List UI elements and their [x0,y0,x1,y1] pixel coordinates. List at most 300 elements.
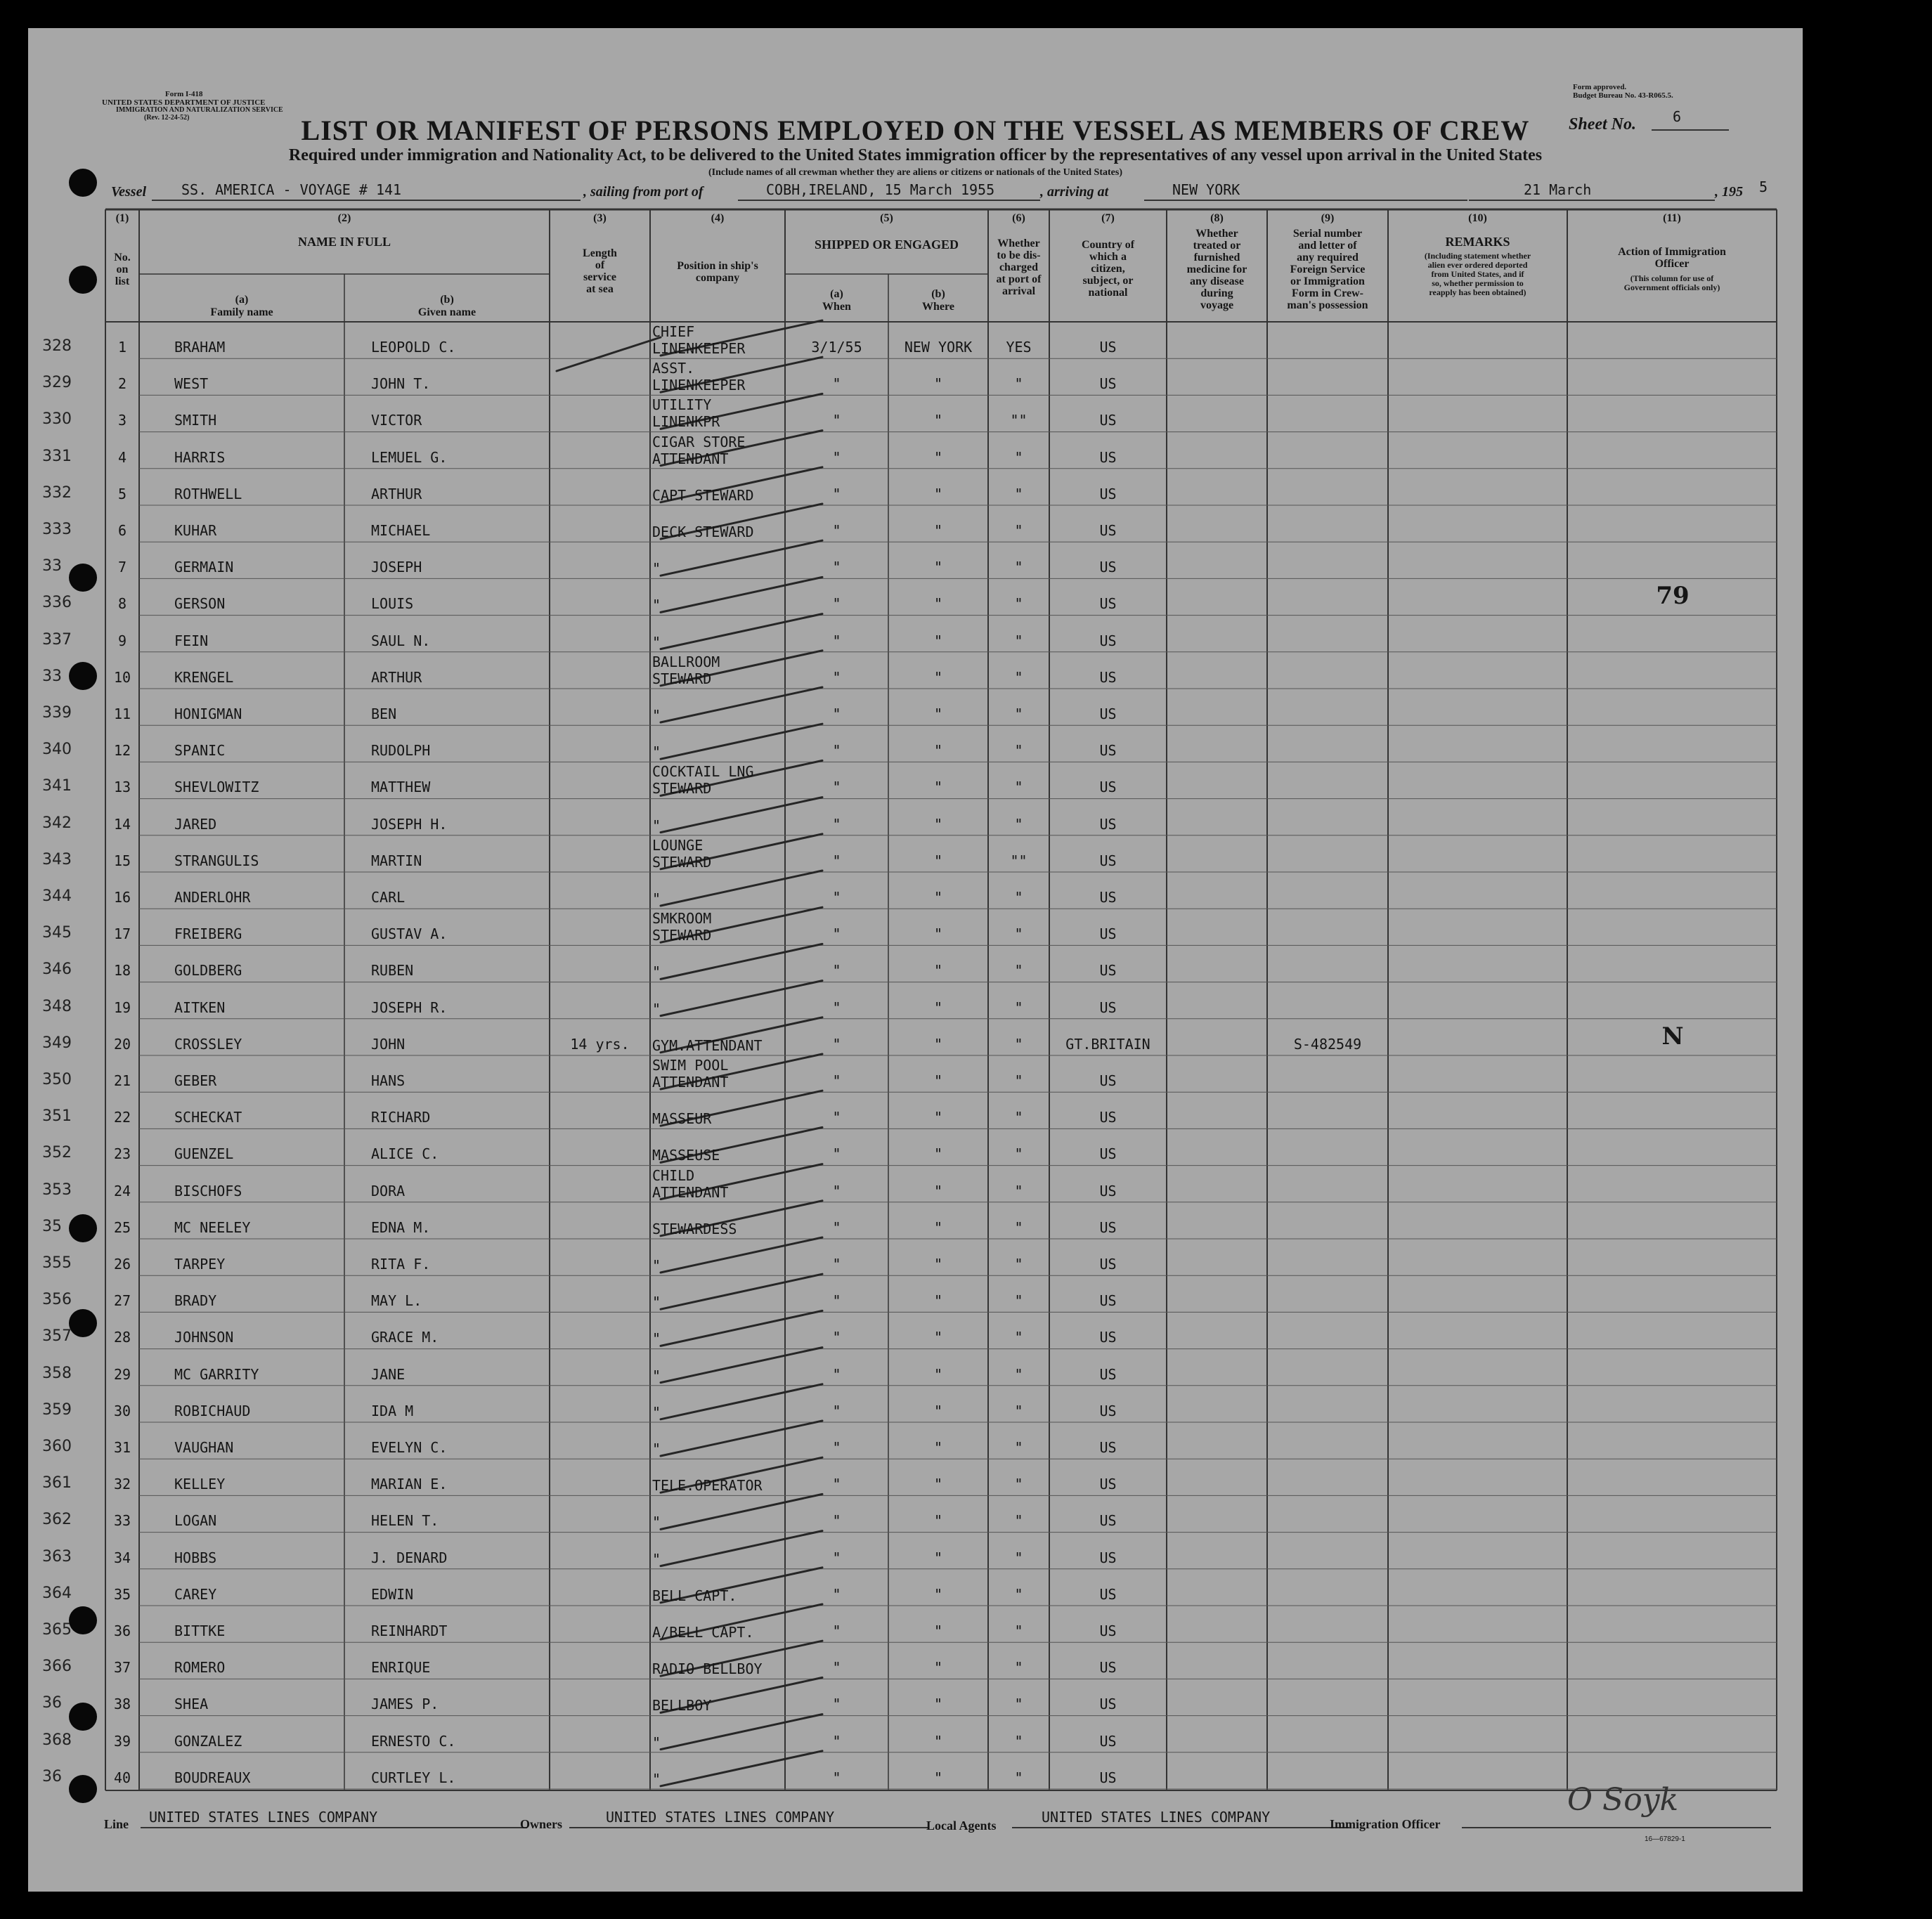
row-number: 27 [113,1292,131,1310]
cell-country: US [1099,852,1117,869]
cell-family: HOBBS [174,1549,217,1566]
cell-family: HARRIS [174,448,226,466]
row-number: 22 [113,1109,131,1126]
col7-header: Country of which a citizen, subject, or national [1081,239,1135,299]
margin-number: 356 [42,1291,72,1309]
col5a-header: When [822,301,851,313]
cell-discharged: " [1014,1769,1023,1786]
cell-country: US [1099,1659,1117,1677]
officer-label: Immigration Officer [1330,1817,1441,1831]
position-line2: " [652,1440,661,1457]
cell-given: EVELYN C. [371,1439,448,1456]
cell-discharged: " [1014,1365,1023,1383]
cell-family: FREIBERG [174,925,242,943]
cell-when: " [832,1218,841,1236]
position-line2: " [652,1294,661,1311]
col11-header: Action of Immigration Officer [1618,246,1726,270]
margin-number: 368 [42,1731,72,1749]
cell-when: " [832,705,841,722]
cell-when: " [832,485,841,502]
cell-when: " [832,815,841,833]
position-line2: STEWARD [652,853,712,871]
cell-given: MARTIN [371,852,422,869]
cell-discharged: " [1014,1145,1023,1163]
col2-header: NAME IN FULL [297,235,391,249]
col5b-letter: (b) [931,288,945,300]
cell-given: MARIAN E. [371,1476,448,1493]
margin-number: 333 [42,521,72,538]
row-number: 34 [113,1549,131,1566]
cell-discharged: " [1014,742,1023,760]
row-number: 4 [117,448,127,466]
sailing-label: , sailing from port of [583,184,704,200]
margin-number: 33 [42,557,62,575]
action-mark: 79 [1656,582,1690,611]
officer-underline [1462,1827,1771,1828]
cell-given: ARTHUR [371,668,422,686]
cell-given: MATTHEW [371,779,431,796]
cell-discharged: "" [1010,412,1027,429]
cell-given: DORA [371,1182,406,1199]
cell-given: LEOPOLD C. [371,339,456,356]
cell-country: US [1099,1292,1117,1310]
cell-where: " [933,1622,943,1639]
row-number: 9 [117,632,127,649]
cell-country: US [1099,522,1117,539]
cell-where: " [933,1769,943,1786]
cell-discharged: " [1014,925,1023,943]
position-line1: LOUNGE [652,836,704,854]
row-number: 25 [113,1218,131,1236]
row-number: 21 [113,1072,131,1089]
cell-where: " [933,1476,943,1493]
position-line2: " [652,963,661,981]
line-underline [141,1827,527,1828]
cell-country: US [1099,1512,1117,1530]
position-line2: STEWARDESS [652,1220,737,1237]
cell-where: " [933,815,943,833]
cell-family: BRADY [174,1292,217,1310]
row-number: 26 [113,1256,131,1273]
cell-country: US [1099,1439,1117,1456]
position-line1: BALLROOM [652,653,720,670]
cell-country: US [1099,559,1117,576]
cell-where: " [933,375,943,393]
cell-when: " [832,1659,841,1677]
cell-when: " [832,1292,841,1310]
position-line2: RADIO BELLBOY [652,1660,763,1678]
position-line2: " [652,633,661,651]
row-number: 8 [117,595,127,613]
cell-discharged: " [1014,1439,1023,1456]
line-value: UNITED STATES LINES COMPANY [149,1809,378,1826]
cell-given: GUSTAV A. [371,925,448,943]
position-line2: CAPT STEWARD [652,486,754,504]
cell-family: ROTHWELL [174,485,242,502]
cell-when: " [832,925,841,943]
cell-country: US [1099,668,1117,686]
cell-given: RUBEN [371,962,414,980]
position-line1: CIGAR STORE [652,433,746,450]
cell-when: 3/1/55 [811,339,862,356]
action-mark: N [1661,1022,1684,1050]
position-line2: " [652,560,661,578]
page-title: LIST OR MANIFEST OF PERSONS EMPLOYED ON THE VESSEL AS MEMBERS OF CREW [301,115,1530,146]
margin-number: 352 [42,1144,72,1162]
cell-given: MICHAEL [371,522,431,539]
position-line2: " [652,1733,661,1751]
cell-discharged: " [1014,1585,1023,1603]
cell-serial: S-482549 [1293,1035,1362,1053]
cell-family: KELLEY [174,1476,226,1493]
cell-where: " [933,1035,943,1053]
cell-where: " [933,1439,943,1456]
cell-discharged: " [1014,485,1023,502]
cell-family: GERSON [174,595,226,613]
cell-discharged: " [1014,998,1023,1016]
cell-family: MC GARRITY [174,1365,259,1383]
position-line2: ATTENDANT [652,450,729,467]
pen-stroke [557,337,661,371]
row-number: 19 [113,998,131,1016]
position-line2: ATTENDANT [652,1183,729,1201]
col8-header: Whether treated or furnished medicine for any disease during voyage [1186,228,1247,311]
margin-number: 344 [42,887,72,905]
margin-number: 340 [42,741,72,759]
col9-number: (9) [1321,212,1335,224]
margin-number: 342 [42,814,72,832]
cell-family: ANDERLOHR [174,889,251,906]
cell-given: JOHN T. [371,375,431,393]
row-number: 29 [113,1365,131,1383]
cell-when: " [832,412,841,429]
cell-when: " [832,1732,841,1750]
cell-family: SHEVLOWITZ [174,779,259,796]
row-number: 36 [113,1622,131,1639]
cell-where: " [933,705,943,722]
position-line2: LINENKEEPER [652,377,746,394]
cell-when: " [832,1365,841,1383]
owners-underline [569,1827,928,1828]
cell-given: HELEN T. [371,1512,439,1530]
arriving-value: NEW YORK [1172,181,1240,198]
margin-number: 361 [42,1474,72,1492]
cell-where: " [933,1549,943,1566]
row-number: 16 [113,889,131,906]
cell-discharged: " [1014,1072,1023,1089]
cell-given: REINHARDT [371,1622,448,1639]
cell-when: " [832,632,841,649]
cell-where: " [933,1402,943,1419]
cell-where: " [933,1732,943,1750]
cell-given: JAMES P. [371,1696,439,1713]
service: IMMIGRATION AND NATURALIZATION SERVICE [116,106,283,114]
position-line2: BELL CAPT. [652,1587,737,1604]
cell-family: SMITH [174,412,217,429]
cell-given: GRACE M. [371,1329,439,1346]
cell-country: US [1099,595,1117,613]
position-line2: " [652,1550,661,1568]
cell-country: US [1099,925,1117,943]
cell-family: JOHNSON [174,1329,234,1346]
row-number: 5 [117,485,127,502]
print-code: 16—67829-1 [1645,1835,1685,1843]
cell-country: US [1099,998,1117,1016]
cell-country: US [1099,1145,1117,1163]
col2b-header: Given name [417,306,476,318]
cell-given: JANE [371,1365,406,1383]
cell-discharged: " [1014,705,1023,722]
cell-discharged: " [1014,448,1023,466]
cell-given: J. DENARD [371,1549,448,1566]
cell-where: " [933,412,943,429]
cell-country: US [1099,1476,1117,1493]
margin-number: 36 [42,1767,62,1785]
position-line2: STEWARD [652,670,712,687]
cell-where: " [933,632,943,649]
row-number: 12 [113,742,131,760]
row-number: 28 [113,1329,131,1346]
row-number: 13 [113,779,131,796]
cell-country: US [1099,1402,1117,1419]
col9-header: Serial number and letter of any required Foreign Service or Immigration Form in Crew- man's possession [1287,228,1368,311]
col1-number: (1) [115,212,129,224]
page-subtitle: Required under immigration and Nationality Act, to be delivered to the United States immigration officer by the representatives of any vessel upon arrival in the United States [288,146,1543,164]
cell-given: ENRIQUE [371,1659,431,1677]
margin-number: 339 [42,704,72,722]
cell-discharged: " [1014,1329,1023,1346]
cell-when: " [832,998,841,1016]
margin-number: 33 [42,667,62,685]
margin-number: 331 [42,447,72,465]
row-number: 3 [117,412,127,429]
cell-country: US [1099,742,1117,760]
row-number: 2 [117,375,127,393]
position-line2: " [652,707,661,724]
cell-given: HANS [371,1072,406,1089]
cell-when: " [832,742,841,760]
cell-where: " [933,1585,943,1603]
cell-when: " [832,522,841,539]
revision: (Rev. 12-24-52) [144,114,190,122]
cell-discharged: "" [1010,852,1027,869]
cell-country: GT.BRITAIN [1065,1035,1150,1053]
col4-header: Position in ship's company [677,260,758,284]
cell-given: EDNA M. [371,1218,431,1236]
cell-country: US [1099,962,1117,980]
cell-where: " [933,1182,943,1199]
cell-family: FEIN [174,632,209,649]
position-line2: " [652,743,661,761]
cell-when: " [832,1549,841,1566]
cell-when: " [832,1035,841,1053]
cell-country: US [1099,412,1117,429]
cell-given: LEMUEL G. [371,448,448,466]
cell-family: MC NEELEY [174,1218,251,1236]
margin-number: 358 [42,1364,72,1382]
cell-family: GEBER [174,1072,217,1089]
cell-where: " [933,559,943,576]
position-line2: " [652,1367,661,1384]
cell-discharged: " [1014,1109,1023,1126]
cell-family: CROSSLEY [174,1035,242,1053]
cell-discharged: " [1014,1218,1023,1236]
cell-when: " [832,779,841,796]
cell-family: ROBICHAUD [174,1402,251,1419]
cell-where: " [933,1145,943,1163]
cell-country: US [1099,1256,1117,1273]
cell-when: " [832,1329,841,1346]
cell-discharged: " [1014,632,1023,649]
position-line2: LINENKPR [652,413,720,431]
cell-country: US [1099,1732,1117,1750]
margin-number: 349 [42,1034,72,1052]
cell-where: NEW YORK [904,339,973,356]
cell-where: " [933,889,943,906]
position-line2: ATTENDANT [652,1074,729,1091]
row-number: 30 [113,1402,131,1419]
cell-when: " [832,1109,841,1126]
margin-number: 365 [42,1621,72,1639]
cell-where: " [933,1292,943,1310]
cell-family: ROMERO [174,1659,226,1677]
cell-when: " [832,962,841,980]
col11-note: (This column for use of Government officials only) [1623,273,1720,292]
cell-family: SPANIC [174,742,226,760]
cell-discharged: " [1014,375,1023,393]
cell-given: ALICE C. [371,1145,439,1163]
cell-where: " [933,1072,943,1089]
col2b-letter: (b) [440,294,454,306]
cell-country: US [1099,1218,1117,1236]
position-line2: GYM.ATTENDANT [652,1036,763,1054]
cell-discharged: " [1014,559,1023,576]
position-line2: " [652,1000,661,1017]
cell-where: " [933,998,943,1016]
cell-where: " [933,1329,943,1346]
cell-when: " [832,1476,841,1493]
cell-country: US [1099,1072,1117,1089]
margin-number: 366 [42,1658,72,1676]
row-number: 7 [117,559,127,576]
form-number: Form I-418 [165,90,203,98]
cell-discharged: YES [1006,339,1032,356]
margin-number: 332 [42,483,72,502]
port-value: COBH,IRELAND, 15 March 1955 [766,181,995,198]
position-line2: " [652,817,661,834]
cell-discharged: " [1014,962,1023,980]
cell-when: " [832,1072,841,1089]
cell-where: " [933,1256,943,1273]
position-line2: A/BELL CAPT. [652,1624,754,1641]
arriving-label: , arriving at [1040,184,1109,200]
col5b-header: Where [922,301,954,313]
position-line2: " [652,1330,661,1348]
cell-country: US [1099,632,1117,649]
cell-family: LOGAN [174,1512,217,1530]
include-note: (Include names of all crewman whether they are aliens or citizens or nationals of the United States) [708,167,1122,178]
cell-where: " [933,1109,943,1126]
cell-family: KRENGEL [174,668,234,686]
cell-family: GERMAIN [174,559,234,576]
cell-where: " [933,779,943,796]
cell-country: US [1099,815,1117,833]
position-line2: " [652,890,661,907]
row-number: 24 [113,1182,131,1199]
agents-value: UNITED STATES LINES COMPANY [1042,1809,1271,1826]
cell-discharged: " [1014,1256,1023,1273]
cell-where: " [933,1512,943,1530]
cell-where: " [933,742,943,760]
margin-number: 36 [42,1694,62,1712]
cell-where: " [933,668,943,686]
cell-when: " [832,1439,841,1456]
cell-family: SHEA [174,1696,209,1713]
cell-given: ARTHUR [371,485,422,502]
position-line2: BELLBOY [652,1697,712,1715]
cell-country: US [1099,485,1117,502]
cell-given: JOSEPH [371,559,422,576]
cell-family: BISCHOFS [174,1182,242,1199]
margin-number: 353 [42,1180,72,1199]
cell-country: US [1099,1182,1117,1199]
cell-country: US [1099,1365,1117,1383]
cell-family: JARED [174,815,217,833]
row-number: 11 [113,705,131,722]
sheet-label: Sheet No. [1569,115,1636,134]
row-number: 1 [117,339,127,356]
cell-country: US [1099,1622,1117,1639]
officer-signature: O Soyk [1567,1782,1679,1818]
year-prefix: , 195 [1715,184,1743,200]
row-number: 38 [113,1696,131,1713]
margin-number: 350 [42,1071,72,1088]
cell-discharged: " [1014,668,1023,686]
margin-number: 329 [42,374,72,392]
cell-family: WEST [174,375,209,393]
cell-where: " [933,448,943,466]
margin-number: 359 [42,1400,72,1419]
row-number: 33 [113,1512,131,1530]
row-number: 6 [117,522,127,539]
cell-family: BRAHAM [174,339,226,356]
cell-country: US [1099,705,1117,722]
cell-where: " [933,962,943,980]
margin-number: 346 [42,961,72,979]
cell-when: " [832,668,841,686]
cell-given: CARL [371,889,406,906]
margin-number: 360 [42,1438,72,1455]
cell-family: KUHAR [174,522,217,539]
col7-number: (7) [1101,212,1115,224]
cell-family: SCHECKAT [174,1109,242,1126]
row-number: 35 [113,1585,131,1603]
budget-bureau: Budget Bureau No. 43-R065.5. [1573,91,1673,100]
cell-discharged: " [1014,1292,1023,1310]
position-line1: COCKTAIL LNG [652,763,754,781]
agents-label: Local Agents [926,1819,997,1833]
cell-given: RUDOLPH [371,742,431,760]
position-line1: SMKROOM [652,910,712,928]
cell-where: " [933,485,943,502]
row-number: 23 [113,1145,131,1163]
cell-where: " [933,1365,943,1383]
vessel-value: SS. AMERICA - VOYAGE # 141 [181,181,402,198]
margin-number: 336 [42,594,72,612]
manifest-sheet [28,28,1803,1892]
position-line2: MASSEUR [652,1110,712,1128]
col10-note: (Including statement whether alien ever ordered deported from United States, and if so, whether permission to reapply has been obtained) [1424,251,1531,297]
